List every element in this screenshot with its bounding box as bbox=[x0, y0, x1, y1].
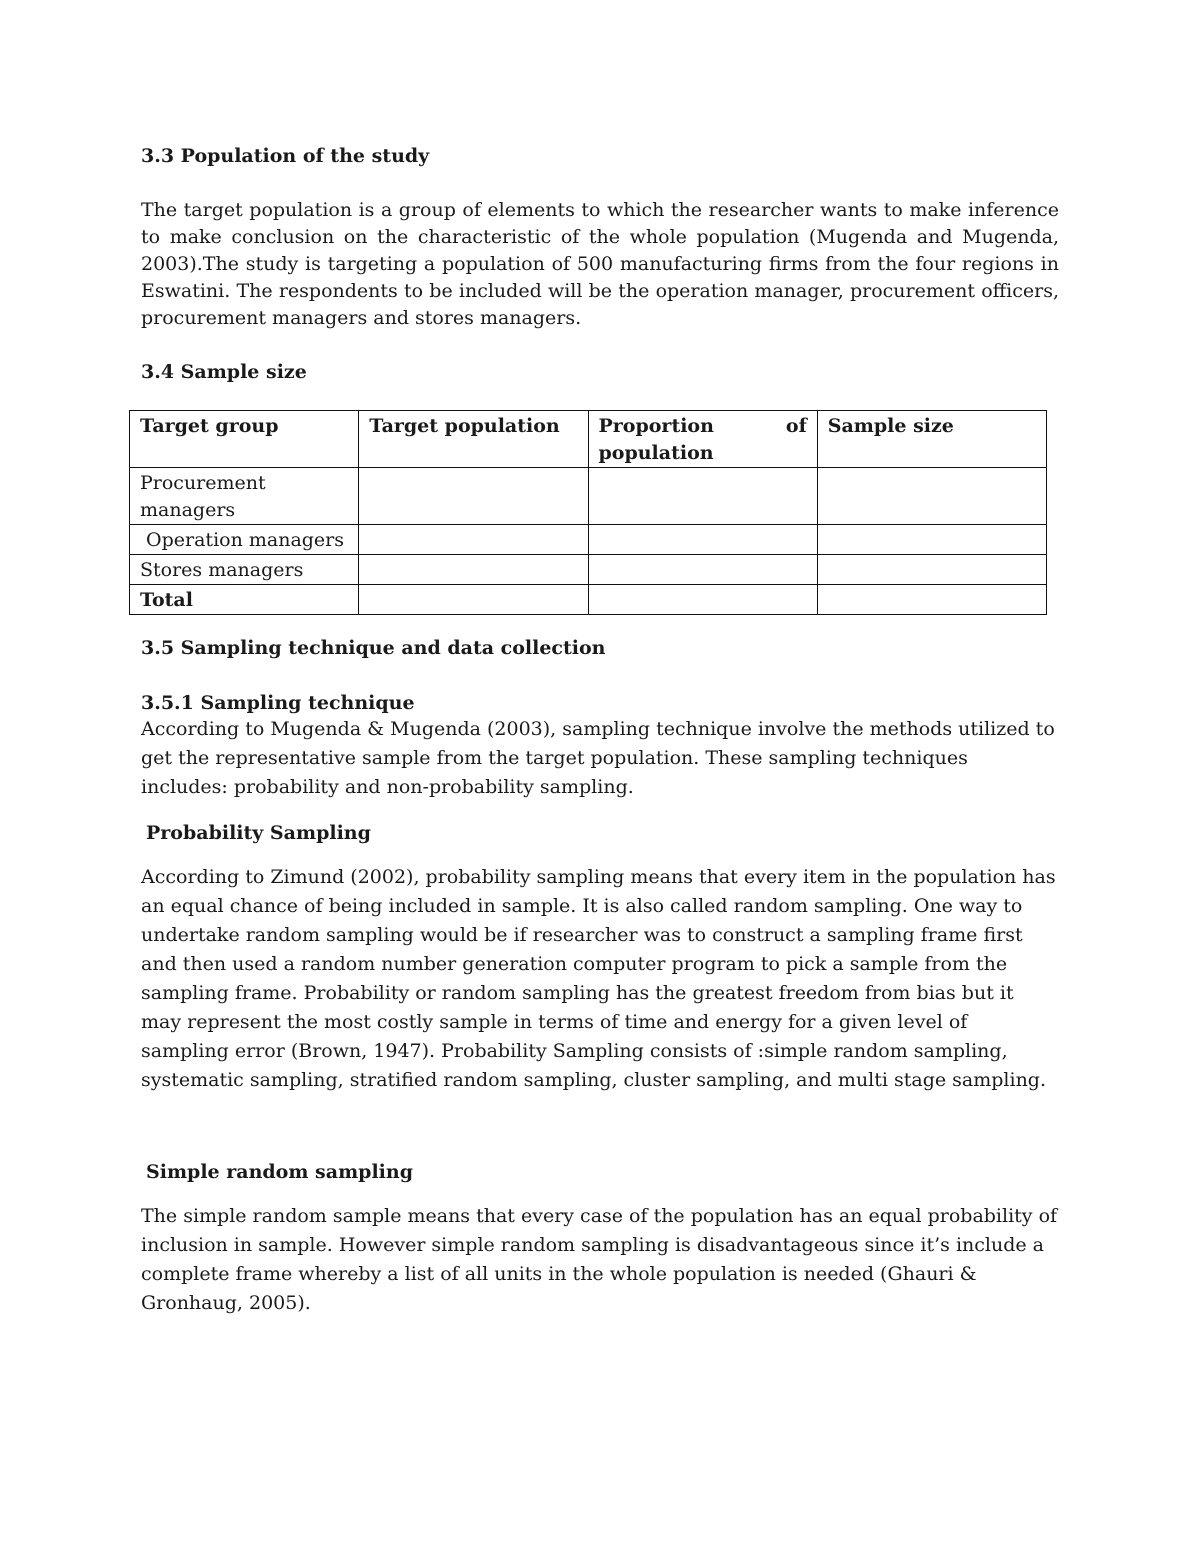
heading-sample-size: 3.4 Sample size bbox=[141, 361, 307, 383]
cell-proportion bbox=[588, 555, 817, 585]
cell-proportion bbox=[588, 585, 817, 615]
header-proportion-word1: Proportion bbox=[598, 415, 714, 437]
cell-target-group-total: Total bbox=[130, 585, 359, 615]
heading-simple-random-sampling: Simple random sampling bbox=[146, 1161, 413, 1183]
cell-target-group: Stores managers bbox=[130, 555, 359, 585]
table-row bbox=[130, 525, 1047, 555]
cell-target-group: Operation managers bbox=[130, 525, 359, 555]
header-proportion-word2: of bbox=[785, 415, 807, 437]
paragraph-population: The target population is a group of elements to which the researcher wants to make inference to make conclusion on the characteristic of the whole population (Mugenda and Mugenda, 2003).The study is targeting a population of 500 manufacturing firms from the four regions in Eswatini. The respondents to be included will be the operation manager, procurement officers, procurement managers and stores managers. bbox=[141, 199, 1059, 329]
cell-target-group: Procurement managers bbox=[130, 468, 359, 525]
cell-proportion bbox=[588, 525, 817, 555]
heading-sampling-technique: 3.5.1 Sampling technique bbox=[141, 692, 415, 714]
paragraph-sampling-technique: According to Mugenda & Mugenda (2003), sampling technique involve the methods utilized to get the representative sample from the target population. These sampling techniques includes: probability and non-probability sampling. bbox=[141, 718, 1055, 798]
heading-sampling-technique-data-collection: 3.5 Sampling technique and data collection bbox=[141, 637, 606, 659]
paragraph-simple-random-sampling: The simple random sample means that every case of the population has an equal probability of inclusion in sample. However simple random sampling is disadvantageous since it’s include a complete frame whereby a list of all units in the whole population is needed (Ghauri & Gronhaug, 2005). bbox=[141, 1205, 1058, 1314]
cell-sample-size bbox=[817, 468, 1046, 525]
paragraph-probability-sampling: According to Zimund (2002), probability sampling means that every item in the population has an equal chance of being included in sample. It is also called random sampling. One way to undertake random sampling would be if researcher was to construct a sampling frame first and then used a random number generation computer program to pick a sample from the sampling frame. Probability or random sampling has the greatest freedom from bias but it may represent the most costly sample in terms of time and energy for a given level of sampling error (Brown, 1947). Probability Sampling consists of :simple random sampling, systematic sampling, stratified random sampling, cluster sampling, and multi stage sampling. bbox=[141, 866, 1056, 1091]
cell-proportion bbox=[588, 468, 817, 525]
header-sample-size: Sample size bbox=[817, 411, 1046, 468]
cell-sample-size bbox=[817, 555, 1046, 585]
heading-population: 3.3 Population of the study bbox=[141, 145, 430, 167]
header-proportion bbox=[588, 411, 817, 468]
sample-size-table bbox=[129, 410, 1047, 615]
cell-target-population bbox=[359, 555, 588, 585]
header-target-population: Target population bbox=[359, 411, 588, 468]
heading-probability-sampling: Probability Sampling bbox=[146, 822, 371, 844]
cell-target-population bbox=[359, 585, 588, 615]
table-row-total bbox=[130, 585, 1047, 615]
table-row bbox=[130, 555, 1047, 585]
header-proportion-word3: population bbox=[598, 442, 714, 464]
table-row bbox=[130, 468, 1047, 525]
cell-target-population bbox=[359, 525, 588, 555]
cell-sample-size bbox=[817, 525, 1046, 555]
header-target-group: Target group bbox=[130, 411, 359, 468]
cell-sample-size bbox=[817, 585, 1046, 615]
table-header-row bbox=[130, 411, 1047, 468]
cell-target-population bbox=[359, 468, 588, 525]
